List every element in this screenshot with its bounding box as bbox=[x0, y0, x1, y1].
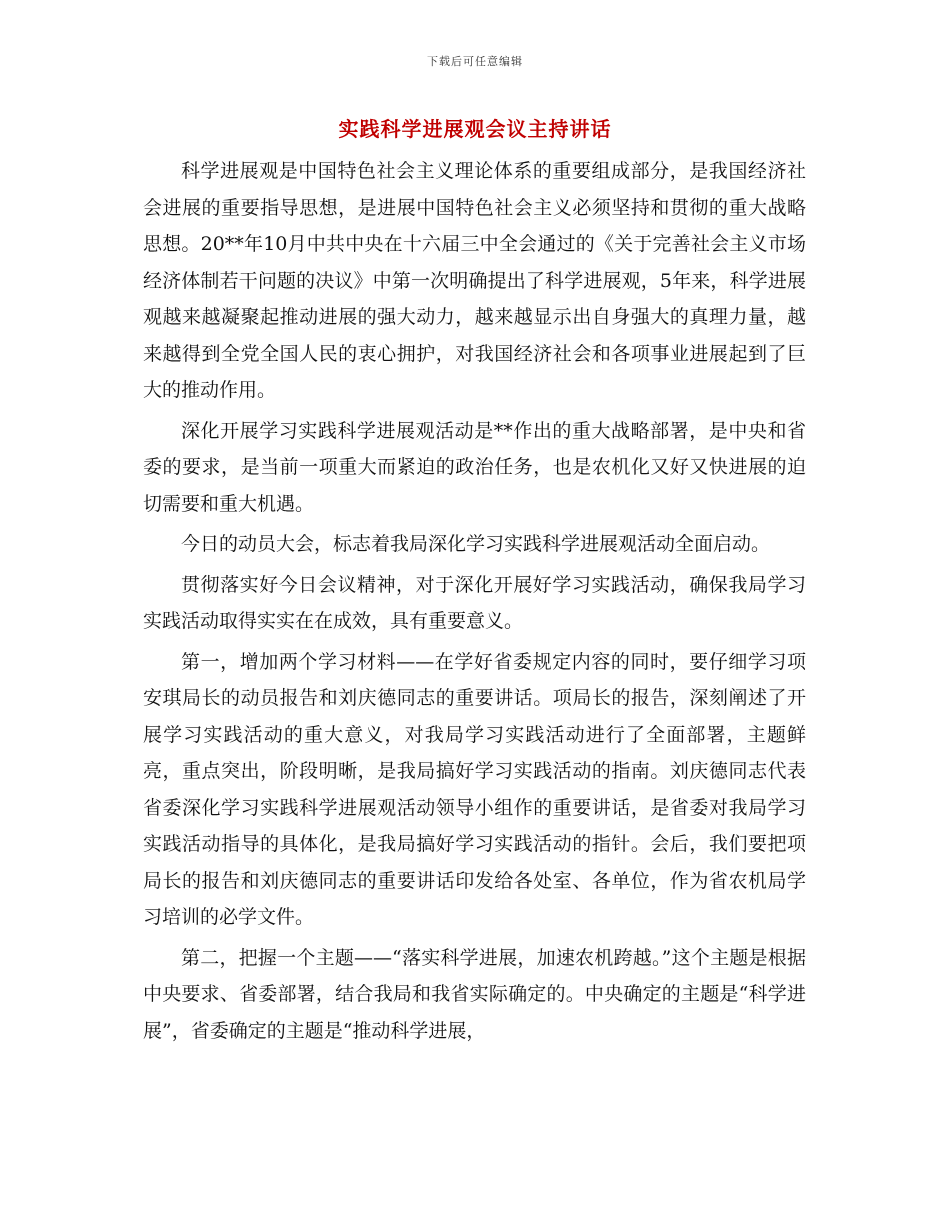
paragraph: 科学进展观是中国特色社会主义理论体系的重要组成部分，是我国经济社会进展的重要指导思想，是进展中国特色社会主义必须坚持和贯彻的重大战略思想。20**年10月中共中央在十六届三中全会通过的《关于完善社会主义市场经济体制若干问题的决议》中第一次明确提出了科学进展观，5年来，科学进展观越来越凝聚起推动进展的强大动力，越来越显示出自身强大的真理力量，越来越得到全党全国人民的衷心拥护，对我国经济社会和各项事业进展起到了巨大的推动作用。 bbox=[143, 160, 806, 401]
paragraph: 深化开展学习实践科学进展观活动是**作出的重大战略部署，是中央和省委的要求，是当前一项重大而紧迫的政治任务，也是农机化又好又快进展的迫切需要和重大机遇。 bbox=[143, 419, 806, 515]
paragraph: 第二，把握一个主题——“落实科学进展，加速农机跨越。”这个主题是根据中央要求、省委部署，结合我局和我省实际确定的。中央确定的主题是“科学进展”，省委确定的主题是“推动科学进展， bbox=[143, 946, 806, 1042]
document-title: 实践科学进展观会议主持讲话 bbox=[338, 117, 612, 141]
paragraph: 贯彻落实好今日会议精神，对于深化开展好学习实践活动，确保我局学习实践活动取得实实在在成效，具有重要意义。 bbox=[143, 573, 806, 632]
document-body bbox=[143, 153, 806, 1049]
header-note: 下载后可任意编辑 bbox=[427, 55, 523, 68]
paragraph: 第一，增加两个学习材料——在学好省委规定内容的同时，要仔细学习项安琪局长的动员报告和刘庆德同志的重要讲话。项局长的报告，深刻阐述了开展学习实践活动的重大意义，对我局学习实践活动进行了全面部署，主题鲜亮，重点突出，阶段明晰，是我局搞好学习实践活动的指南。刘庆德同志代表省委深化学习实践科学进展观活动领导小组作的重要讲话，是省委对我局学习实践活动指导的具体化，是我局搞好学习实践活动的指针。会后，我们要把项局长的报告和刘庆德同志的重要讲话印发给各处室、各单位，作为省农机局学习培训的必学文件。 bbox=[143, 650, 806, 928]
paragraph: 今日的动员大会，标志着我局深化学习实践科学进展观活动全面启动。 bbox=[181, 533, 771, 555]
